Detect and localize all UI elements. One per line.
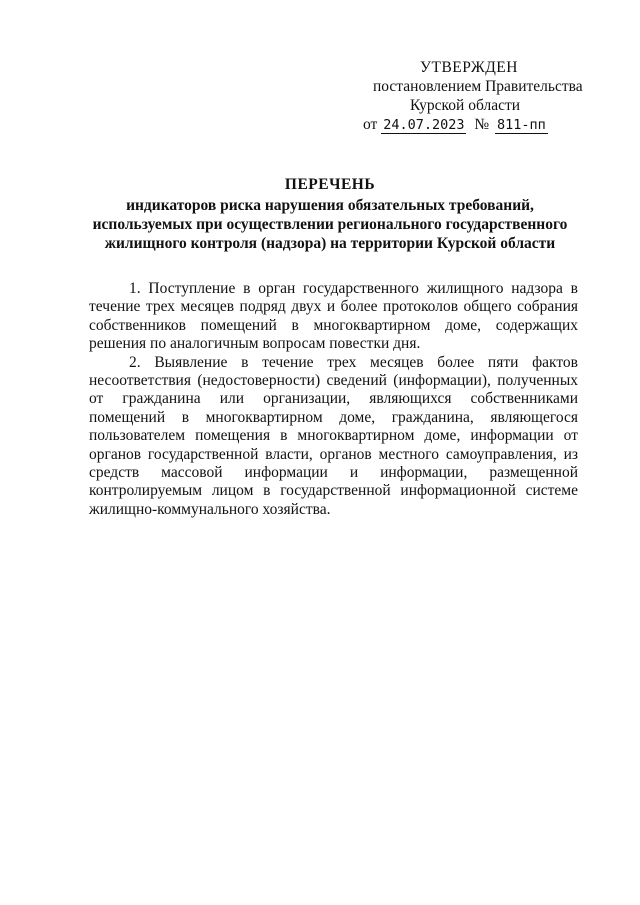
document-title — [80, 175, 580, 253]
title-line-2: используемых при осуществлении регионального государственного — [92, 216, 568, 233]
list-item-2: 2. Выявление в течение трех месяцев более пяти фактов несоответствия (недостоверности) сведений (информации), полученных от гражданина или организации, являющихся собственниками помещений в многоквартирном доме, гражданина, являющегося пользователем помещения в многоквартирном доме, информации от органов государственной власти, органов местного самоуправления, из средств массовой информации и информации, размещенной контролируемым лицом в государственной информационной системе жилищно-коммунального хозяйства. — [89, 353, 578, 518]
title-main: ПЕРЕЧЕНЬ — [284, 176, 376, 193]
approved-heading: УТВЕРЖДЕН — [420, 59, 518, 76]
approved-by-line: постановлением Правительства — [373, 78, 583, 95]
number-sign: № — [474, 116, 490, 133]
approval-stamp — [340, 58, 590, 135]
decree-number: 811-пп — [497, 117, 546, 133]
document-body — [89, 280, 578, 519]
decree-date: 24.07.2023 — [383, 117, 465, 133]
list-item-1: 1. Поступление в орган государственного жилищного надзора в течение трех месяцев подряд двух и более протоколов общего собрания собственников помещений в многоквартирном доме, содержащих решения по аналогичным вопросам повестки дня. — [89, 280, 578, 353]
title-line-3: жилищного контроля (надзора) на территории Курской области — [104, 235, 556, 252]
title-line-1: индикаторов риска нарушения обязательных требований, — [126, 197, 534, 214]
region-line: Курской области — [410, 97, 521, 114]
date-number-line — [340, 115, 590, 135]
date-prefix: от — [363, 116, 378, 133]
